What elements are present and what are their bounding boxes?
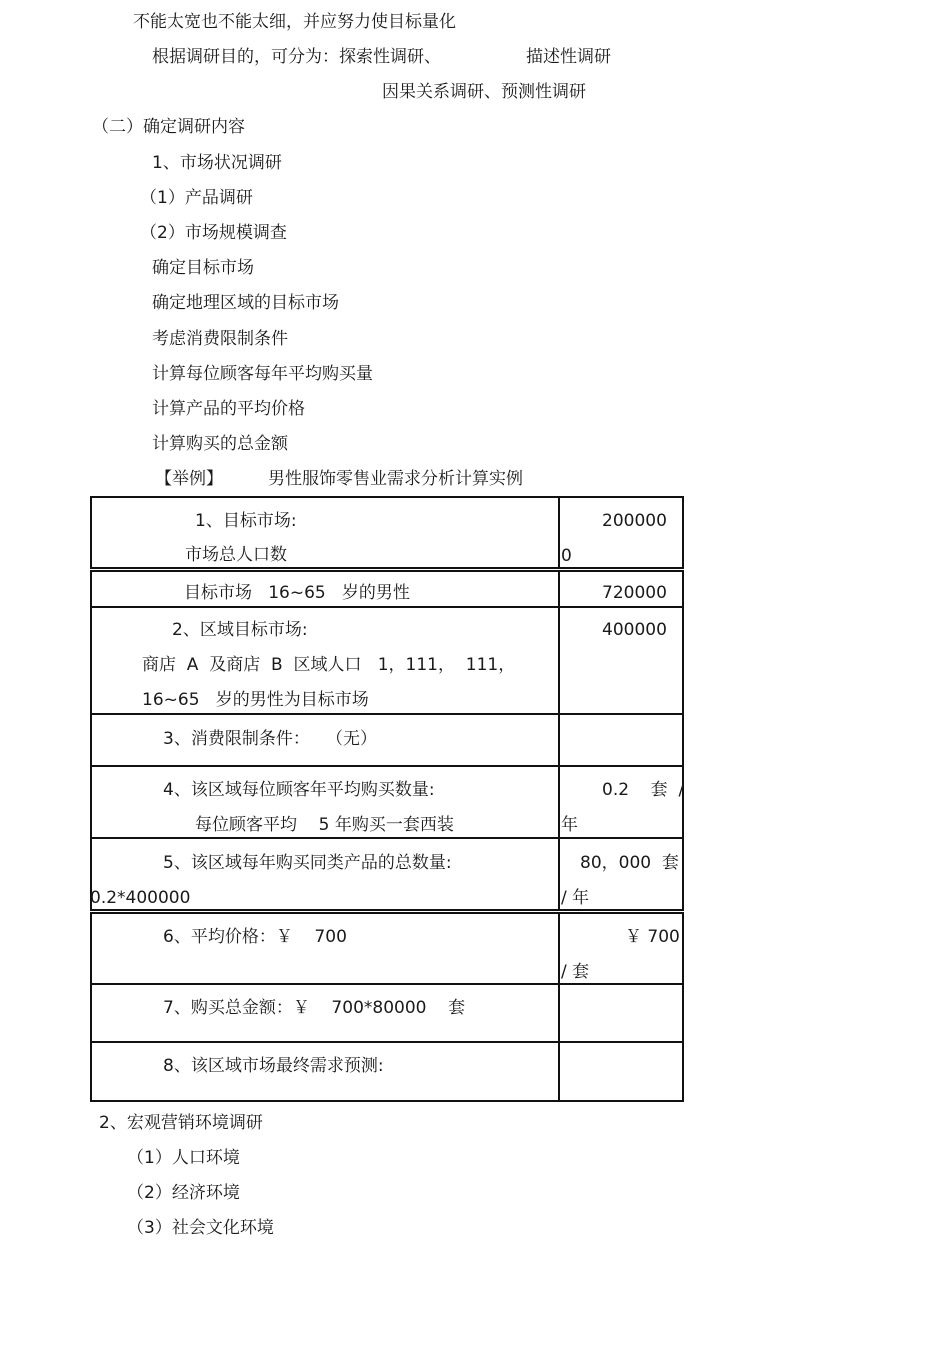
table-cell: 16~65 岁的男性为目标市场: [142, 690, 369, 710]
step-item: 计算购买的总金额: [152, 434, 288, 454]
table-cell: 2、区域目标市场:: [172, 620, 308, 640]
table-cell: 5、该区域每年购买同类产品的总数量:: [163, 853, 452, 873]
step-item: 计算产品的平均价格: [152, 399, 305, 419]
table-row: [90, 767, 684, 839]
table-cell: 商店 A 及商店 B 区域人口 1，111， 111，: [142, 655, 516, 675]
list-item: （2）市场规模调查: [140, 223, 287, 243]
table-value: 0.2 套 /: [602, 780, 685, 800]
table-value: ￥ 700: [625, 927, 680, 947]
list-item: （2）经济环境: [127, 1183, 240, 1203]
table-cell: 市场总人口数: [185, 545, 287, 565]
list-item: （3）社会文化环境: [127, 1218, 274, 1238]
table-cell: 4、该区域每位顾客年平均购买数量:: [163, 780, 435, 800]
table-row: [90, 912, 684, 985]
example-title: 男性服饰零售业需求分析计算实例: [268, 469, 523, 489]
table-cell: 目标市场 16~65 岁的男性: [184, 583, 410, 603]
intro-line-1: 不能太宽也不能太细，并应努力使目标量化: [133, 12, 456, 32]
example-tag: 【举例】: [155, 469, 223, 489]
table-row: [90, 496, 684, 569]
table-row: [90, 570, 684, 608]
table-row: [90, 715, 684, 767]
table-cell: 1、目标市场:: [195, 511, 297, 531]
table-cell: 3、消费限制条件： （无）: [163, 729, 378, 749]
table-value: 年: [561, 815, 578, 835]
table-cell: 7、购买总金额：￥ 700*80000 套: [163, 998, 466, 1018]
list-item: （1）产品调研: [140, 188, 253, 208]
table-row: [90, 985, 684, 1043]
table-cell: 每位顾客平均 5 年购买一套西装: [195, 815, 454, 835]
table-value: 80，000 套: [580, 853, 679, 873]
demand-table: [90, 496, 684, 1102]
table-row: [90, 839, 684, 911]
step-item: 确定地理区域的目标市场: [152, 293, 339, 313]
section-heading: （二）确定调研内容: [92, 117, 245, 137]
list-item: （1）人口环境: [127, 1148, 240, 1168]
table-cell: 8、该区域市场最终需求预测:: [163, 1056, 384, 1076]
step-item: 计算每位顾客每年平均购买量: [152, 364, 373, 384]
table-value: 720000: [602, 583, 667, 603]
step-item: 确定目标市场: [152, 258, 254, 278]
intro-line-3: 因果关系调研、预测性调研: [382, 82, 586, 102]
table-row: [90, 608, 684, 715]
intro-line-2a: 根据调研目的，可分为：探索性调研、: [152, 47, 441, 67]
step-item: 考虑消费限制条件: [152, 329, 288, 349]
table-row: [90, 1043, 684, 1102]
table-value: 0: [561, 546, 572, 566]
intro-line-2b: 描述性调研: [526, 47, 611, 67]
table-value: 400000: [602, 620, 667, 640]
table-cell: 0.2*400000: [90, 888, 191, 908]
table-value: 200000: [602, 511, 667, 531]
section-heading: 2、宏观营销环境调研: [99, 1113, 263, 1133]
table-value: / 套: [561, 962, 590, 982]
table-cell: 6、平均价格：￥ 700: [163, 927, 347, 947]
subsection-heading: 1、市场状况调研: [152, 153, 282, 173]
table-value: / 年: [561, 888, 590, 908]
